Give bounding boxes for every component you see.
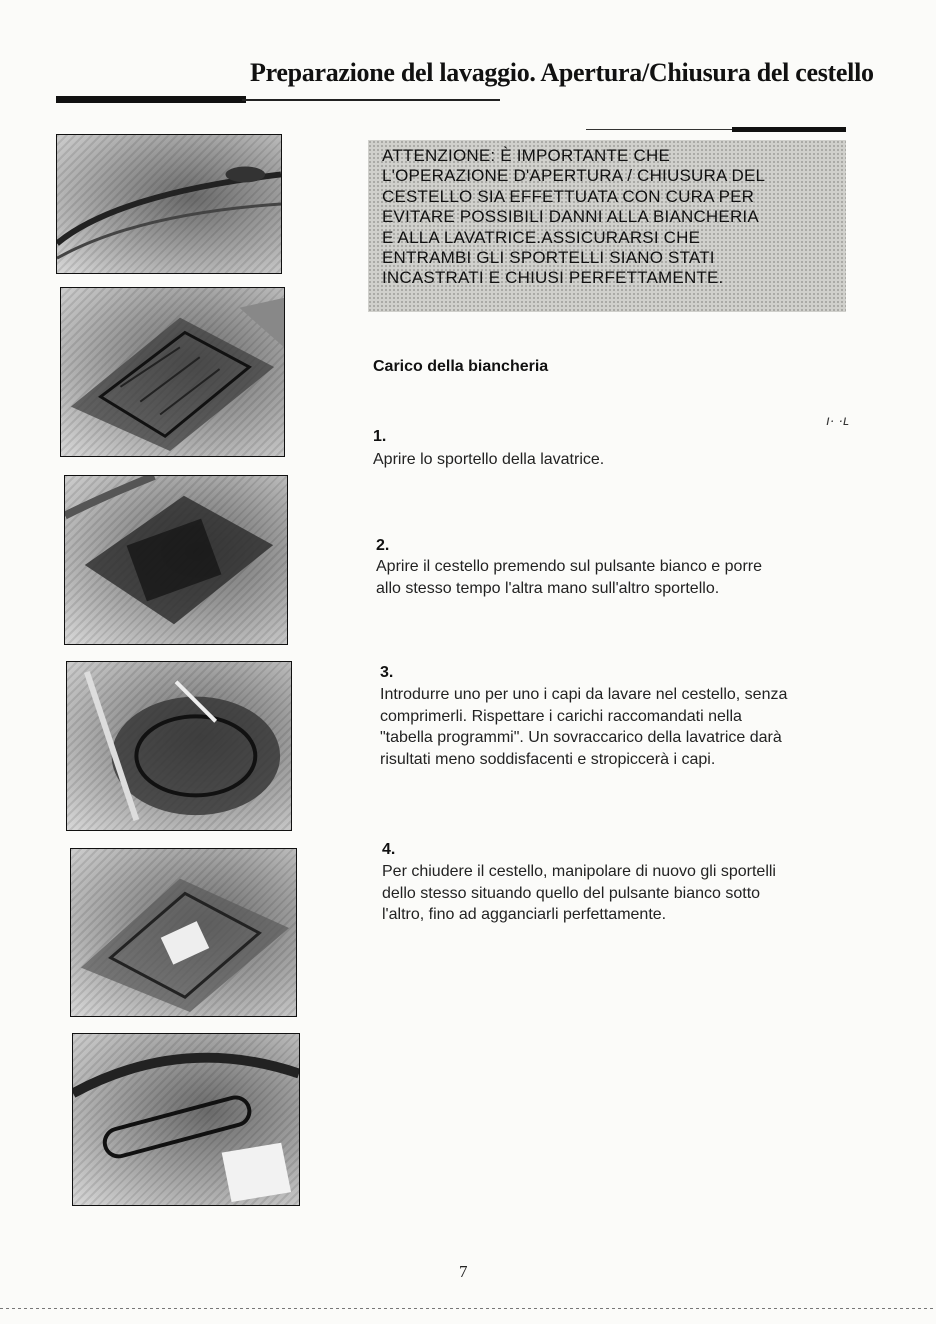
step-3-number: 3. — [380, 664, 394, 681]
bottom-rule — [0, 1308, 936, 1309]
step-3-text — [380, 684, 787, 770]
warning-line: E ALLA LAVATRICE.ASSICURARSI CHE — [382, 227, 701, 247]
photo-open-drum — [64, 475, 288, 645]
step-3-line: Introdurre uno per uno i capi da lavare nel cestello, senza — [380, 686, 788, 703]
photo-washer-top — [56, 134, 282, 274]
step-1-number: 1. — [373, 428, 387, 445]
stray-mark: ı· ·ʟ — [826, 412, 850, 428]
step-3-line: "tabella programmi". Un sovraccarico della lavatrice darà — [380, 729, 782, 746]
header-rule-thick — [56, 96, 246, 103]
step-1-line: Aprire lo sportello della lavatrice. — [373, 451, 605, 468]
step-2-number: 2. — [376, 537, 390, 554]
step-4-number: 4. — [382, 841, 396, 858]
step-3-line: comprimerli. Rispettare i carichi raccomandati nella — [380, 707, 742, 725]
step-4-line: l'altro, fino ad agganciarli perfettamente. — [382, 906, 667, 923]
warning-line: ATTENZIONE: È IMPORTANTE CHE — [382, 146, 671, 165]
step-1-text — [373, 449, 604, 471]
warning-line: INCASTRATI E CHIUSI PERFETTAMENTE. — [382, 268, 724, 288]
step-4-line: Per chiudere il cestello, manipolare di nuovo gli sportelli — [382, 863, 776, 880]
warning-line: EVITARE POSSIBILI DANNI ALLA BIANCHERIA — [382, 207, 759, 227]
page-title: Preparazione del lavaggio. Apertura/Chiusura del cestello — [250, 58, 874, 87]
section-title: Carico della biancheria — [373, 358, 549, 375]
photo-closing-drum — [70, 848, 297, 1017]
warning-line: CESTELLO SIA EFFETTUATA CON CURA PER — [382, 186, 755, 206]
photo-loading-laundry — [66, 661, 292, 831]
warning-line: ENTRAMBI GLI SPORTELLI SIANO STATI — [382, 248, 715, 268]
warning-box — [368, 140, 846, 312]
step-4-line: dello stesso situando quello del pulsante bianco sotto — [382, 884, 761, 902]
step-2-text — [376, 556, 762, 599]
warning-rule-thick — [732, 127, 846, 132]
step-2-line: allo stesso tempo l'altra mano sull'altro sportello. — [376, 579, 720, 597]
warning-line: L'OPERAZIONE D'APERTURA / CHIUSURA DEL — [382, 166, 766, 186]
step-4-text — [382, 861, 776, 926]
page-number: 7 — [459, 1262, 468, 1281]
photo-open-lid — [60, 287, 285, 457]
photo-drum-latch — [72, 1033, 300, 1206]
step-3-line: risultati meno soddisfacenti e stropiccerà i capi. — [380, 750, 716, 768]
step-2-line: Aprire il cestello premendo sul pulsante bianco e porre — [376, 558, 762, 575]
header-rule-thin — [242, 99, 500, 101]
